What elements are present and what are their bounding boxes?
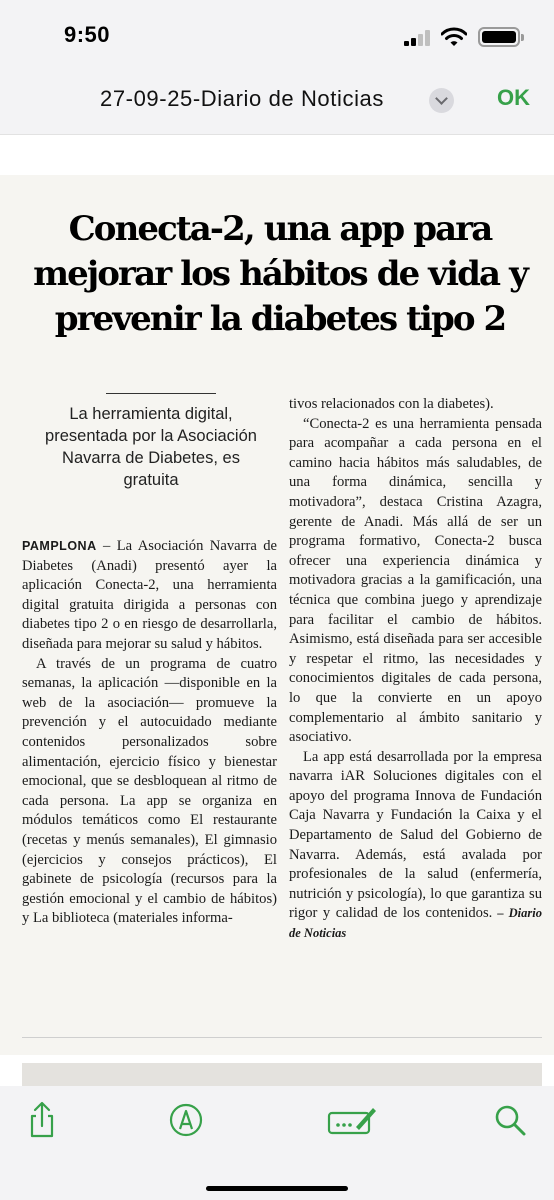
dateline: PAMPLONA [22, 539, 97, 553]
done-button[interactable]: OK [497, 85, 530, 110]
article-column-1 [22, 537, 277, 929]
share-icon [22, 1100, 62, 1140]
document-page[interactable] [0, 134, 554, 1086]
navigation-bar [0, 74, 554, 124]
cellular-signal-icon [404, 30, 432, 46]
status-time: 9:50 [64, 22, 111, 47]
markup-button[interactable] [166, 1100, 206, 1140]
bottom-toolbar [0, 1086, 554, 1200]
article-column-2 [289, 395, 542, 944]
signature-icon [326, 1100, 378, 1140]
divider [106, 393, 216, 394]
search-icon [490, 1100, 530, 1140]
markup-pen-icon [166, 1100, 206, 1140]
divider [22, 1037, 542, 1038]
wifi-icon [441, 26, 467, 48]
chevron-down-icon[interactable] [429, 88, 454, 113]
signature-button[interactable] [326, 1100, 378, 1140]
paragraph: tivos relacionados con la diabetes). [289, 396, 494, 412]
document-title[interactable]: 27-09-25-Diario de Noticias [100, 86, 384, 111]
next-page-preview [22, 1063, 542, 1086]
battery-icon [478, 27, 520, 47]
article-headline: Conecta-2, una app para mejorar los hábitos de vida y prevenir la diabetes tipo 2 [33, 209, 527, 339]
paragraph: PAMPLONA – La Asociación Navarra de Diabetes (Anadi) presentó ayer la aplicación Conecta-2, una herramienta digital gratuita dirigida a personas con diabetes tipo 2 o en riesgo de desarrollarla, diseñada para mejorar su salud y hábitos. [22, 538, 277, 652]
paragraph: La app está desarrollada por la empresa navarra iAR Soluciones digitales con el apoyo del programa Innova de Fundación Caja Navarra y Fundación la Caixa y el Departamento de Salud del Gobierno de Navarra. Además, está avalada por profesionales de la salud (enfermería, nutrición y psicología), lo que garantiza su rigor y calidad de los contenidos. – Diario de Noticias [289, 748, 542, 941]
article-signature: – Diario de Noticias [289, 906, 542, 941]
status-bar [0, 0, 554, 74]
paragraph: A través de un programa de cuatro semanas, la aplicación —disponible en la web de la asociación— promueve la prevención y el autocuidado mediante contenidos personalizados sobre alimentación, ejercicio físico y bienestar emocional, que se desbloquean al ritmo de cada persona. La app se organiza en módulos temáticos como El restaurante (recetas y menús semanales), El gimnasio (ejercicios y consejos prácticos), El gabinete de psicología (recursos para la gestión emocional y el cambio de hábitos) y La biblioteca (materiales informa- [22, 655, 277, 927]
paragraph: “Conecta-2 es una herramienta pensada para acompañar a cada persona en el camino hacia hábitos más saludables, de una forma dinámica, sencilla y motivadora”, destaca Cristina Azagra, gerente de Anadi. Más allá de ser un programa formativo, Conecta-2 busca ofrecer una experiencia dinámica y motivadora gracias a la gamificación, una técnica que combina juego y aprendizaje para facilitar el cambio de hábitos. Asimismo, está diseñada para ser accesible y respetar el ritmo, las necesidades y conocimientos digitales de cada persona, lo que la convierte en un apoyo complementario al ámbito sanitario y asociativo. [289, 415, 542, 746]
article-subhead: La herramienta digital, presentada por la Asociación Navarra de Diabetes, es gratuita [45, 405, 257, 489]
search-button[interactable] [490, 1100, 530, 1140]
home-indicator[interactable] [206, 1186, 348, 1191]
share-button[interactable] [22, 1100, 62, 1140]
